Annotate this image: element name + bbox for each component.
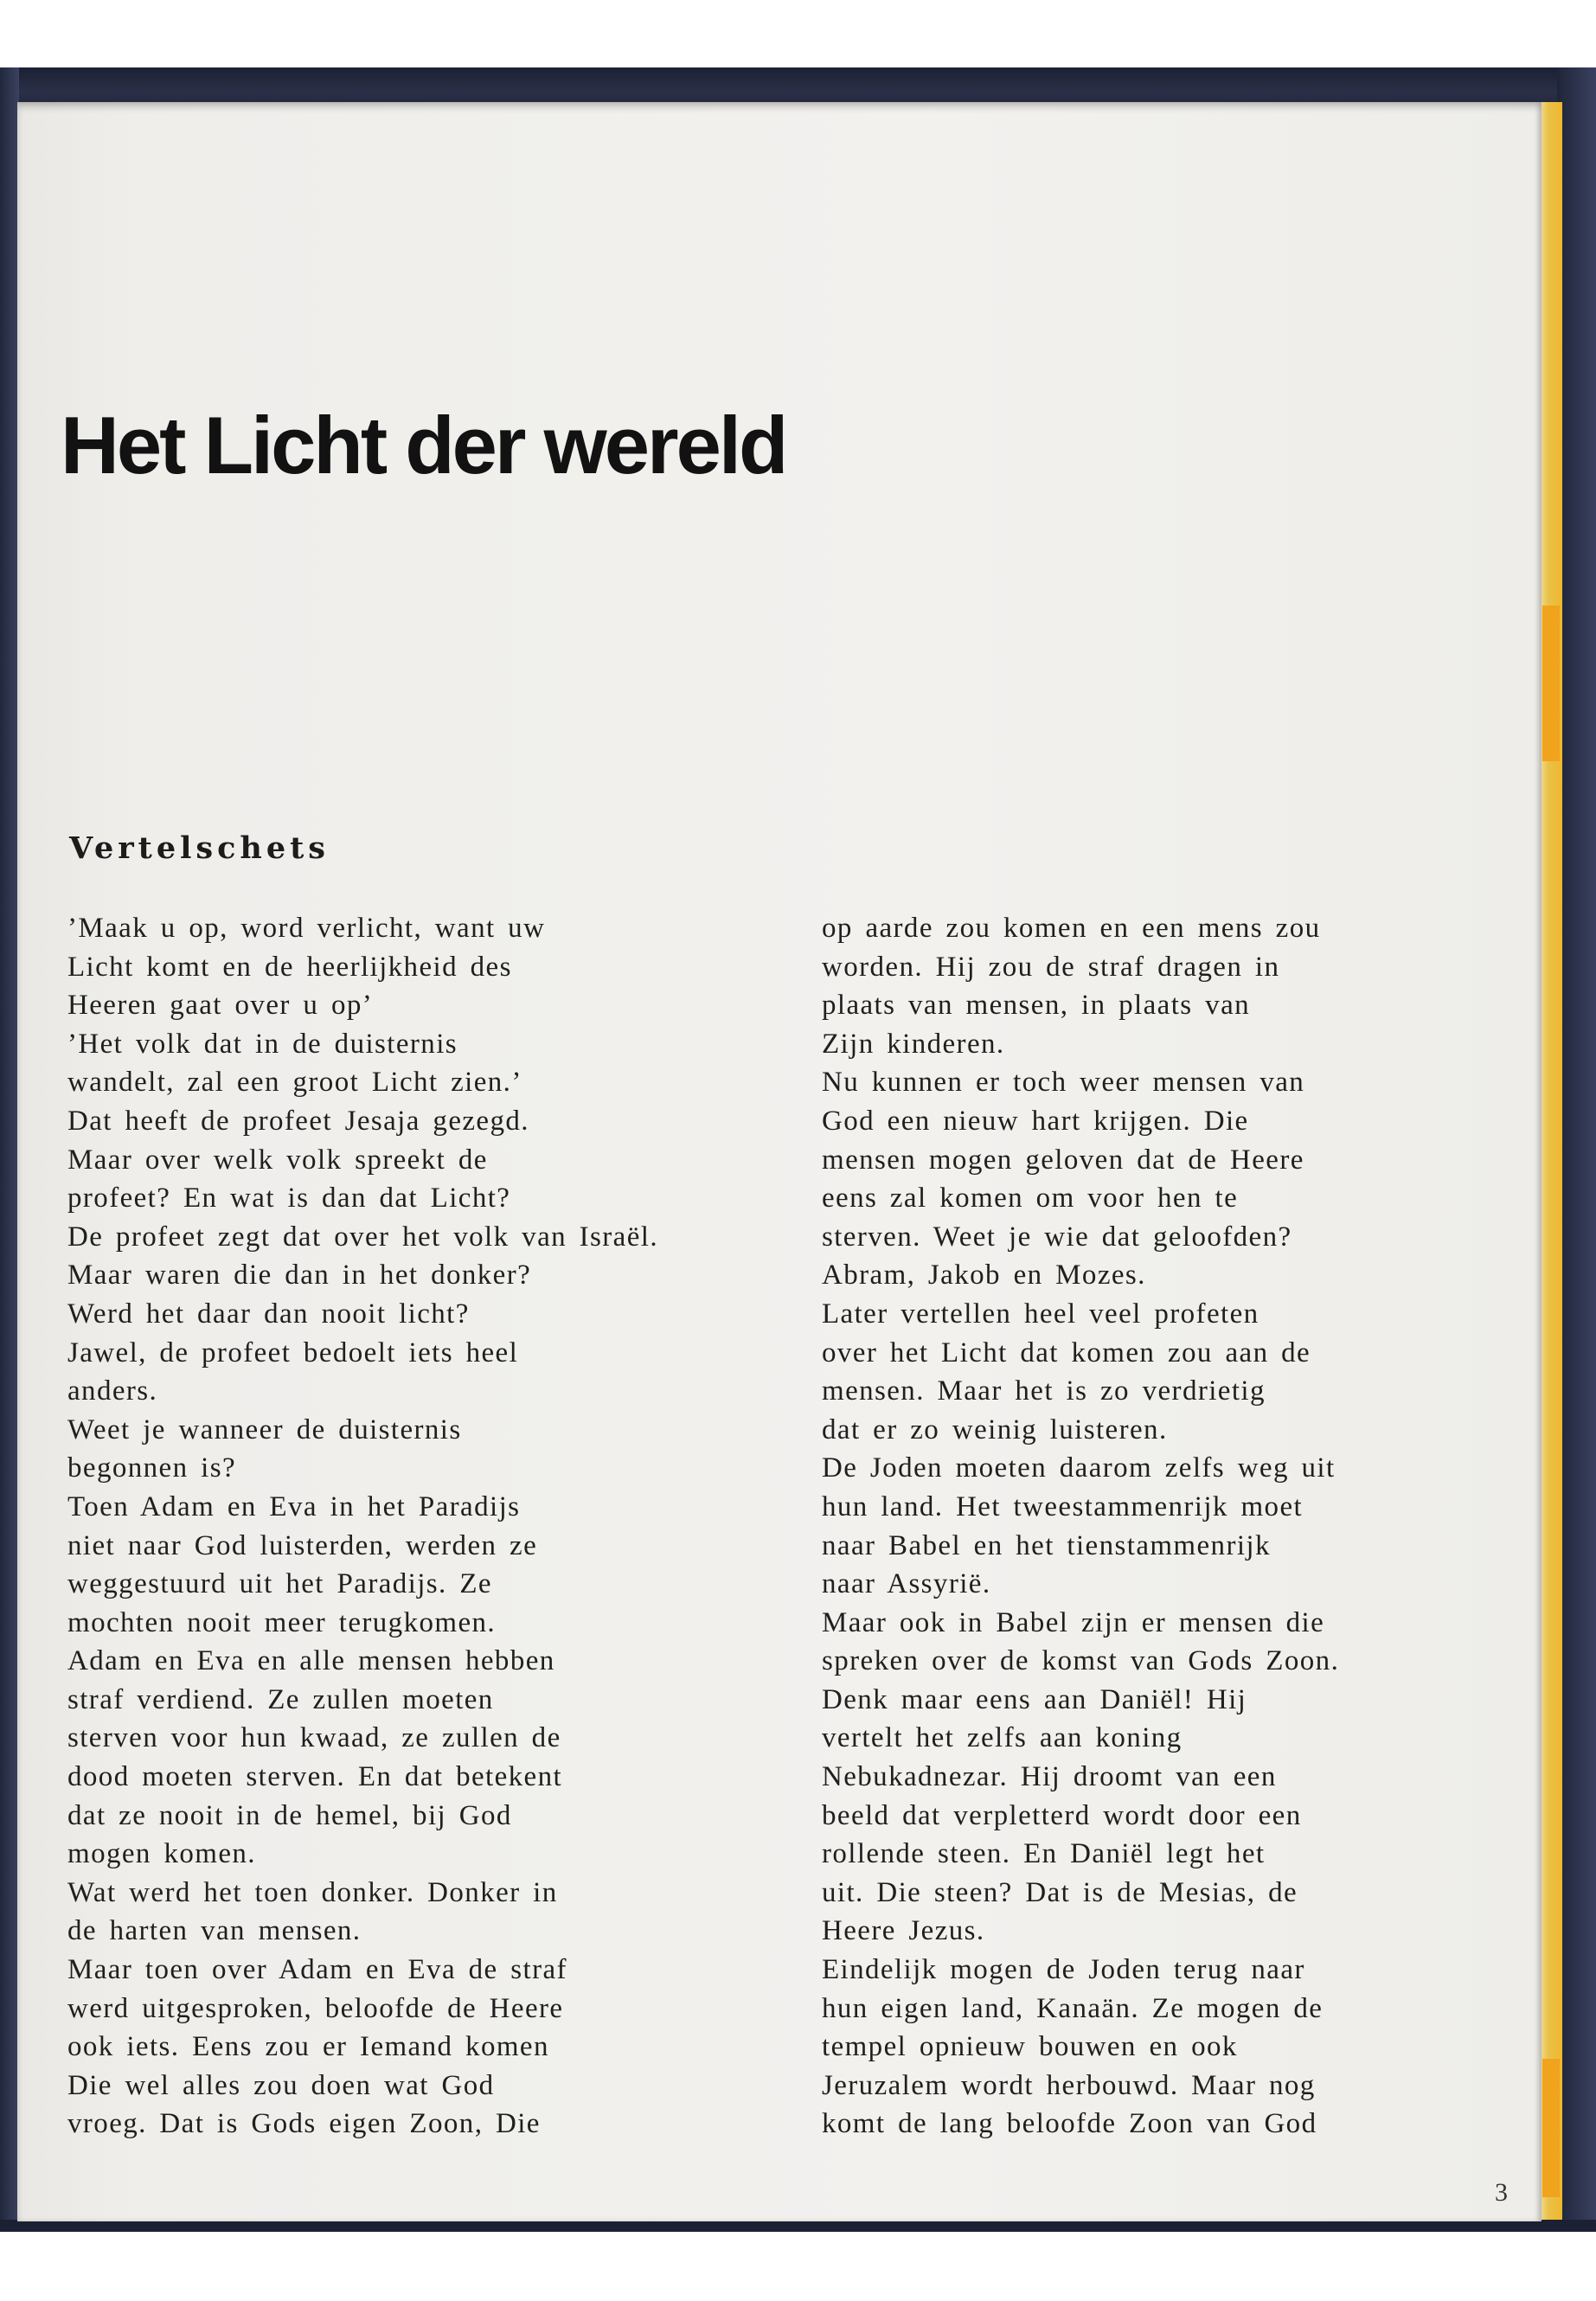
text-line: dat er zo weinig luisteren.	[822, 1413, 1168, 1445]
book-page	[17, 102, 1542, 2221]
text-line: dat ze nooit in de hemel, bij God	[67, 1799, 512, 1831]
text-line: ook iets. Eens zou er Iemand komen	[67, 2031, 549, 2063]
text-line: Jawel, de profeet bedoelt iets heel	[67, 1336, 519, 1368]
right-text-column	[822, 909, 1339, 2144]
text-line: uit. Die steen? Dat is de Mesias, de	[822, 1876, 1298, 1908]
text-line: begonnen is?	[67, 1452, 237, 1484]
text-line: Heere Jezus.	[822, 1915, 985, 1947]
text-line: Later vertellen heel veel profeten	[822, 1298, 1259, 1330]
text-line: Dat heeft de profeet Jesaja gezegd.	[67, 1105, 529, 1137]
text-line: wandelt, zal een groot Licht zien.’	[67, 1067, 522, 1099]
text-line: weggestuurd uit het Paradijs. Ze	[67, 1568, 492, 1600]
text-line: mensen. Maar het is zo verdrietig	[822, 1375, 1266, 1407]
page-edge-color-tab	[1542, 2059, 1560, 2197]
text-line: De profeet zegt dat over het volk van Israël.	[67, 1221, 658, 1253]
text-line: Heeren gaat over u op’	[67, 990, 374, 1022]
text-line: mensen mogen geloven dat de Heere	[822, 1144, 1304, 1176]
section-heading: Vertelschets	[69, 830, 330, 866]
book-cover-left-edge	[0, 67, 19, 2228]
text-line: naar Assyrië.	[822, 1568, 991, 1600]
text-line: komt de lang beloofde Zoon van God	[822, 2108, 1317, 2140]
text-line: naar Babel en het tienstammenrijk	[822, 1529, 1271, 1561]
text-line: Wat werd het toen donker. Donker in	[67, 1876, 558, 1908]
text-line: spreken over de komst van Gods Zoon.	[822, 1645, 1340, 1677]
text-line: Maar over welk volk spreekt de	[67, 1144, 488, 1176]
text-line: profeet? En wat is dan dat Licht?	[67, 1183, 511, 1215]
text-line: ’Het volk dat in de duisternis	[67, 1028, 458, 1060]
text-line: Adam en Eva en alle mensen hebben	[67, 1645, 555, 1677]
text-line: beeld dat verpletterd wordt door een	[822, 1799, 1302, 1831]
book-cover-bottom-edge	[0, 2220, 1596, 2232]
text-line: niet naar God luisterden, werden ze	[67, 1529, 538, 1561]
text-line: mochten nooit meer terugkomen.	[67, 1606, 497, 1638]
text-line: op aarde zou komen en een mens zou	[822, 913, 1321, 944]
text-line: God een nieuw hart krijgen. Die	[822, 1105, 1249, 1137]
text-line: Maar toen over Adam en Eva de straf	[67, 1954, 567, 1986]
text-line: werd uitgesproken, beloofde de Heere	[67, 1992, 564, 2024]
text-line: straf verdiend. Ze zullen moeten	[67, 1683, 494, 1715]
text-line: sterven voor hun kwaad, ze zullen de	[67, 1722, 561, 1754]
text-line: worden. Hij zou de straf dragen in	[822, 951, 1280, 983]
text-line: sterven. Weet je wie dat geloofden?	[822, 1221, 1292, 1253]
text-line: Licht komt en de heerlijkheid des	[67, 951, 512, 983]
text-line: De Joden moeten daarom zelfs weg uit	[822, 1452, 1336, 1484]
text-line: vertelt het zelfs aan koning	[822, 1722, 1183, 1754]
text-line: Maar waren die dan in het donker?	[67, 1259, 532, 1292]
page-number: 3	[1495, 2178, 1508, 2207]
text-line: vroeg. Dat is Gods eigen Zoon, Die	[67, 2108, 541, 2140]
text-line: ’Maak u op, word verlicht, want uw	[67, 913, 546, 944]
text-line: Weet je wanneer de duisternis	[67, 1413, 462, 1445]
text-line: over het Licht dat komen zou aan de	[822, 1336, 1311, 1368]
text-line: Maar ook in Babel zijn er mensen die	[822, 1606, 1325, 1638]
text-line: eens zal komen om voor hen te	[822, 1183, 1239, 1215]
text-line: mogen komen.	[67, 1838, 256, 1870]
text-line: Werd het daar dan nooit licht?	[67, 1298, 470, 1330]
text-line: Abram, Jakob en Mozes.	[822, 1259, 1146, 1292]
text-line: Jeruzalem wordt herbouwd. Maar nog	[822, 2069, 1316, 2101]
text-line: de harten van mensen.	[67, 1915, 362, 1947]
text-line: tempel opnieuw bouwen en ook	[822, 2031, 1238, 2063]
text-line: Toen Adam en Eva in het Paradijs	[67, 1490, 521, 1522]
text-line: dood moeten sterven. En dat betekent	[67, 1761, 563, 1793]
text-line: Die wel alles zou doen wat God	[67, 2069, 495, 2101]
text-line: Nu kunnen er toch weer mensen van	[822, 1067, 1305, 1099]
book-cover-right-edge	[1557, 67, 1596, 2228]
text-line: hun eigen land, Kanaän. Ze mogen de	[822, 1992, 1324, 2024]
text-line: Eindelijk mogen de Joden terug naar	[822, 1954, 1305, 1986]
page-edge-color-tab	[1542, 606, 1560, 761]
text-line: anders.	[67, 1375, 158, 1407]
text-line: Zijn kinderen.	[822, 1028, 1005, 1060]
text-line: Denk maar eens aan Daniël! Hij	[822, 1683, 1247, 1715]
page-title: Het Licht der wereld	[61, 400, 786, 490]
text-line: hun land. Het tweestammenrijk moet	[822, 1490, 1304, 1522]
text-line: plaats van mensen, in plaats van	[822, 990, 1251, 1022]
text-line: Nebukadnezar. Hij droomt van een	[822, 1761, 1277, 1793]
left-text-column	[67, 909, 658, 2144]
text-line: rollende steen. En Daniël legt het	[822, 1838, 1266, 1870]
